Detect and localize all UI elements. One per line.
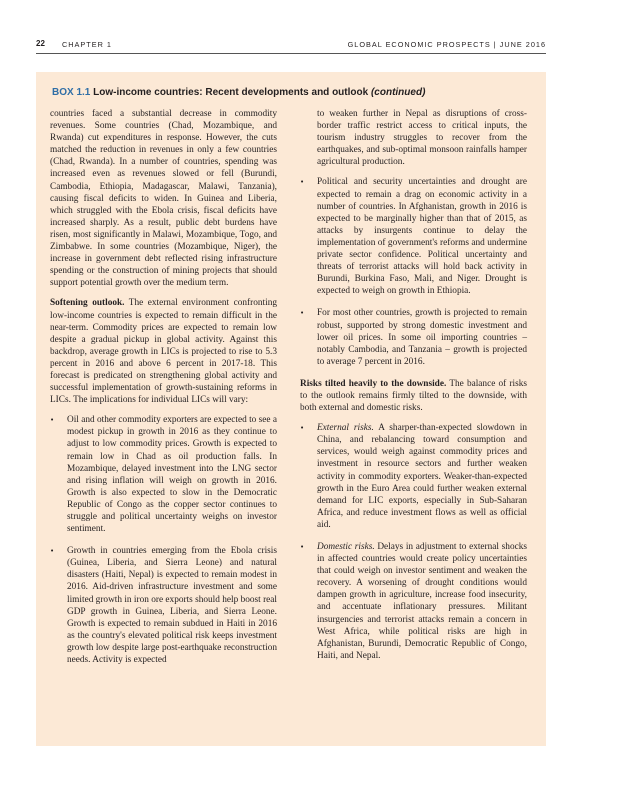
publication-title: GLOBAL ECONOMIC PROSPECTS | JUNE 2016: [347, 39, 546, 49]
paragraph-fiscal: countries faced a substantial decrease in commodity revenues. Some countries (Chad, Mozambique, and Rwanda) cut expenditures in response. However, the cuts matched the reduction in revenues in only a few countries (Chad, Rwanda). In a number of countries, spending was increased even as revenues slowed or fell (Burundi, Cambodia, Ethiopia, Madagascar, Malawi, Tanzania), causing fiscal deficits to widen. In Guinea and Liberia, which struggled with the Ebola crisis, fiscal deficits have increased sharply. As a result, public debt burdens have risen, most significantly in Malawi, Mozambique, Togo, and Zimbabwe. In some countries (Mozambique, Niger), the increase in government debt reflected rising infrastructure spending or the construction of mining projects that should support potential growth over the medium term.: [50, 109, 277, 289]
box-continued: (continued): [370, 87, 426, 98]
paragraph-softening: [50, 297, 277, 406]
bullet-item: [300, 422, 527, 531]
paragraph-risks: [300, 378, 527, 414]
right-column: [300, 108, 527, 672]
bullet-icon: •: [300, 543, 305, 551]
lead-softening-outlook: Softening outlook.: [50, 298, 125, 309]
bullet-icon: •: [300, 424, 305, 433]
bullet-text: Delays in adjustment to external shocks in affected countries would create policy uncertainties that could weigh on investor sentiment and weaken the recovery. A worsening of drought conditions would dampen growth in agriculture, increase food insecurity, and accentuate inflationary pressures. Militant insurgencies and terrorist attacks remain a concern in West Africa, while political risks are high in Afghanistan, Burundi, Democratic Republic of Congo, Haiti, and Nepal.: [317, 542, 527, 661]
box-panel: [36, 72, 546, 746]
risks-text: The balance of risks to the outlook remains firmly tilted to the downside, with both external and domestic risks.: [300, 378, 527, 414]
chapter-label: CHAPTER 1: [62, 39, 112, 49]
page-header: [36, 39, 546, 53]
bullet-item: [50, 414, 277, 535]
bullet-item: [300, 176, 527, 297]
page-number: 22: [36, 39, 45, 48]
bullet-item: [300, 307, 527, 367]
bullet-text: For most other countries, growth is projected to remain robust, supported by strong domestic investment and lower oil prices. In some oil importing countries – notably Cambodia, and Tanzania – growth is projected to average 7 percent in 2016.: [317, 308, 527, 367]
bullet-item: [50, 545, 277, 666]
bullet-item: [300, 541, 527, 662]
box-heading: Low-income countries: Recent developments and outlook: [93, 87, 369, 98]
bullet-icon: •: [300, 178, 305, 187]
external-risks-lead: External risks.: [317, 423, 374, 434]
bullet-icon: •: [50, 547, 55, 556]
bullet-text: Political and security uncertainties and drought are expected to remain a drag on economic activity in a number of countries. In Afghanistan, growth in 2016 is expected to be marginally higher than that of 2015, as attacks by insurgents continue to delay the implementation of government's reforms and undermine private sector confidence. Political uncertainty and threats of terrorist attacks will hold back activity in Burundi, Burkina Faso, Mali, and Niger. Drought is expected to weigh on growth in Ethiopia.: [317, 177, 527, 297]
box-label: BOX 1.1: [52, 87, 91, 98]
bullet-text: Oil and other commodity exporters are expected to see a modest pickup in growth in 2016 as they continue to adjust to low commodity prices. Growth is expected to remain low in Chad as oil production falls. In Mozambique, delayed investment into the LNG sector and rising inflation will weigh on growth in 2016. Growth is also expected to slow in the Democratic Republic of Congo as the copper sector continues to struggle and political uncertainty weighs on investor sentiment.: [67, 415, 277, 535]
bullet-text: A sharper-than-expected slowdown in China, and rebalancing toward consumption and services, would weigh against commodity prices and investment in resource sectors and further weaken activity in commodity exporters. Weaker-than-expected growth in the Euro Area could further weaken external demand for LIC exports, especially in Sub-Saharan Africa, and reduce investment flows as well as official aid.: [317, 423, 527, 530]
softening-text: The external environment confronting low-income countries is expected to remain difficult in the near-term. Commodity prices are expected to remain low despite a gradual pickup in global activity. Against this backdrop, average growth in LICs is projected to rise to 5.3 percent in 2016 and above 6 percent in 2017-18. This forecast is predicated on strengthening global activity and successful implementation of growth-sustaining reforms in LICs. The implications for individual LICs will vary:: [50, 298, 277, 406]
header-rule: [36, 53, 546, 54]
lead-risks: Risks tilted heavily to the downside.: [300, 378, 447, 389]
bullet-icon: •: [300, 309, 305, 318]
domestic-risks-lead: Domestic risks.: [317, 542, 375, 552]
left-column: [50, 108, 277, 676]
bullet-continuation: to weaken further in Nepal as disruptions of cross-border traffic restrict access to critical inputs, the tourism industry struggles to recover from the earthquakes, and sub-optimal monsoon rainfalls hamper agricultural production.: [317, 109, 527, 168]
box-title: [52, 87, 536, 98]
bullet-icon: •: [50, 416, 55, 425]
bullet-text: Growth in countries emerging from the Ebola crisis (Guinea, Liberia, and Sierra Leone) and natural disasters (Haiti, Nepal) is expected to remain modest in 2016. Aid-driven infrastructure investment and some limited growth in iron ore exports should help boost real GDP growth in Guinea, Liberia, and Sierra Leone. Growth is expected to remain subdued in Haiti in 2016 as the country's elevated political risk keeps investment growth low despite large post-earthquake reconstruction needs. Activity is expected: [67, 546, 277, 666]
